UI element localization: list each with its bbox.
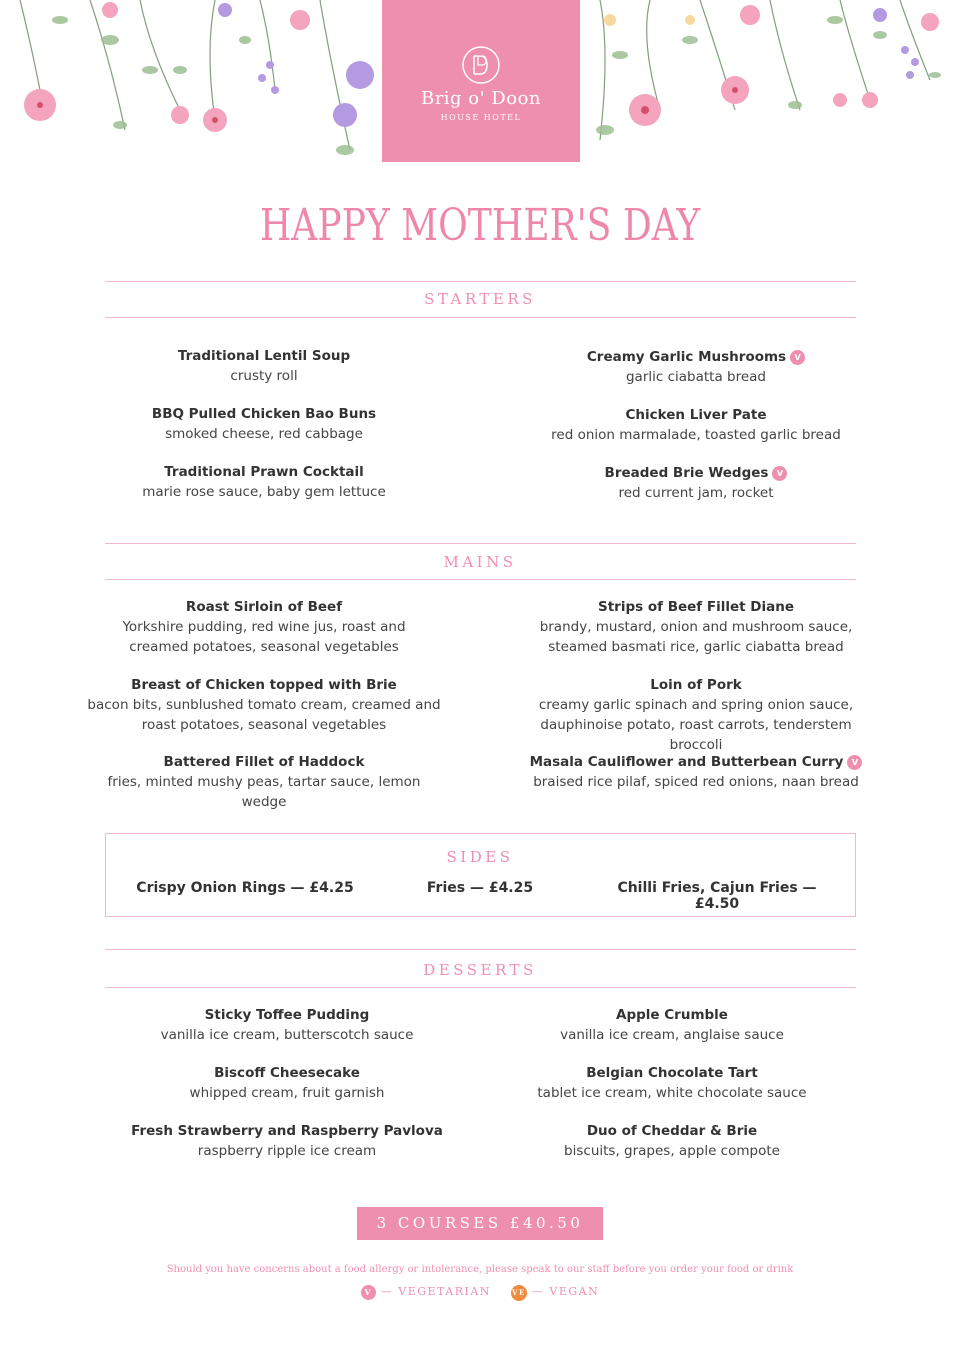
item-description: dauphinoise potato, roast carrots, tenderstem broccoli — [540, 717, 852, 753]
menu-item — [104, 404, 424, 444]
item-name: Apple Crumble — [616, 1007, 728, 1023]
item-description: crusty roll — [230, 368, 298, 384]
side-item: Crispy Onion Rings — £4.25 — [136, 880, 354, 896]
item-name: Loin of Pork — [650, 677, 742, 693]
menu-item — [520, 597, 872, 657]
item-description: vanilla ice cream, anglaise sauce — [560, 1027, 784, 1043]
item-description: vanilla ice cream, butterscotch sauce — [160, 1027, 414, 1043]
menu-item — [104, 346, 424, 386]
item-description: roast potatoes, seasonal vegetables — [141, 717, 387, 733]
menu-item — [127, 1063, 447, 1103]
vegetarian-badge-icon: V — [847, 755, 862, 770]
divider — [105, 281, 856, 282]
divider — [105, 987, 856, 988]
item-description: brandy, mustard, onion and mushroom sauce, — [539, 619, 853, 635]
item-description: red onion marmalade, toasted garlic bread — [551, 427, 841, 443]
divider — [105, 579, 856, 580]
side-item: Chilli Fries, Cajun Fries — £4.50 — [617, 880, 817, 912]
item-name: Breaded Brie Wedges — [604, 465, 769, 481]
hotel-logo — [382, 0, 580, 162]
vegan-label: — VEGAN — [531, 1285, 600, 1298]
vegetarian-badge-icon: V — [790, 350, 805, 365]
item-name: Sticky Toffee Pudding — [204, 1007, 370, 1023]
item-name: Traditional Lentil Soup — [177, 348, 351, 364]
item-description: creamy garlic spinach and spring onion sauce, — [538, 697, 854, 713]
menu-item — [516, 675, 876, 755]
menu-item — [94, 597, 434, 657]
item-name: Roast Sirloin of Beef — [185, 599, 343, 615]
item-name: Duo of Cheddar & Brie — [586, 1123, 758, 1139]
menu-item — [84, 752, 444, 812]
desserts-heading: DESSERTS — [423, 961, 537, 979]
item-name: Creamy Garlic Mushrooms — [586, 349, 787, 365]
menu-item — [520, 347, 872, 387]
vegetarian-label: — VEGETARIAN — [380, 1285, 491, 1298]
item-name: Masala Cauliflower and Butterbean Curry — [529, 754, 844, 770]
menu-item — [512, 1121, 832, 1161]
divider — [105, 949, 856, 950]
item-name: BBQ Pulled Chicken Bao Buns — [151, 406, 377, 422]
allergy-notice: Should you have concerns about a food allergy or intolerance, please speak to our staff before you order your food or drink — [166, 1264, 794, 1275]
item-description: whipped cream, fruit garnish — [189, 1085, 385, 1101]
item-description: creamed potatoes, seasonal vegetables — [129, 639, 399, 655]
item-name: Fresh Strawberry and Raspberry Pavlova — [131, 1123, 443, 1139]
menu-item — [84, 675, 444, 735]
menu-item — [512, 1063, 832, 1103]
item-name: Biscoff Cheesecake — [214, 1065, 360, 1081]
item-name: Battered Fillet of Haddock — [163, 754, 365, 770]
logo-hotel-name: Brig o' Doon — [420, 88, 542, 109]
item-description: biscuits, grapes, apple compote — [564, 1143, 780, 1159]
vegetarian-badge-icon: V — [361, 1285, 376, 1300]
item-name: Chicken Liver Pate — [625, 407, 767, 423]
side-item: Fries — £4.25 — [426, 880, 534, 896]
item-description: tablet ice cream, white chocolate sauce — [537, 1085, 807, 1101]
sides-heading: SIDES — [446, 848, 514, 866]
price-banner: 3 COURSES £40.50 — [357, 1207, 603, 1240]
item-description: steamed basmati rice, garlic ciabatta bread — [548, 639, 844, 655]
divider — [105, 543, 856, 544]
item-description: smoked cheese, red cabbage — [165, 426, 363, 442]
item-description: fries, minted mushy peas, tartar sauce, lemon wedge — [107, 774, 421, 810]
menu-item — [520, 463, 872, 503]
divider — [105, 317, 856, 318]
menu-item — [516, 752, 876, 792]
item-description: bacon bits, sunblushed tomato cream, creamed and — [87, 697, 441, 713]
item-name: Strips of Beef Fillet Diane — [597, 599, 794, 615]
mains-heading: MAINS — [443, 553, 517, 571]
vegan-badge-icon: VE — [511, 1285, 527, 1301]
item-name: Breast of Chicken topped with Brie — [131, 677, 397, 693]
bd-monogram-icon — [461, 45, 501, 85]
menu-item — [520, 405, 872, 445]
menu-item — [512, 1005, 832, 1045]
dietary-legend — [0, 1285, 960, 1301]
starters-heading: STARTERS — [424, 290, 536, 308]
menu-item — [117, 1121, 457, 1161]
item-description: garlic ciabatta bread — [625, 369, 767, 385]
item-name: Traditional Prawn Cocktail — [164, 464, 364, 480]
item-description: marie rose sauce, baby gem lettuce — [142, 484, 386, 500]
item-description: raspberry ripple ice cream — [197, 1143, 377, 1159]
menu-item — [127, 1005, 447, 1045]
logo-hotel-subtitle: HOUSE HOTEL — [440, 113, 522, 122]
page-title: HAPPY MOTHER'S DAY — [259, 200, 701, 251]
item-description: red current jam, rocket — [618, 485, 774, 501]
vegetarian-badge-icon: V — [772, 466, 787, 481]
item-description: braised rice pilaf, spiced red onions, naan bread — [533, 774, 859, 790]
menu-item — [104, 462, 424, 502]
item-description: Yorkshire pudding, red wine jus, roast and — [122, 619, 406, 635]
item-name: Belgian Chocolate Tart — [586, 1065, 758, 1081]
